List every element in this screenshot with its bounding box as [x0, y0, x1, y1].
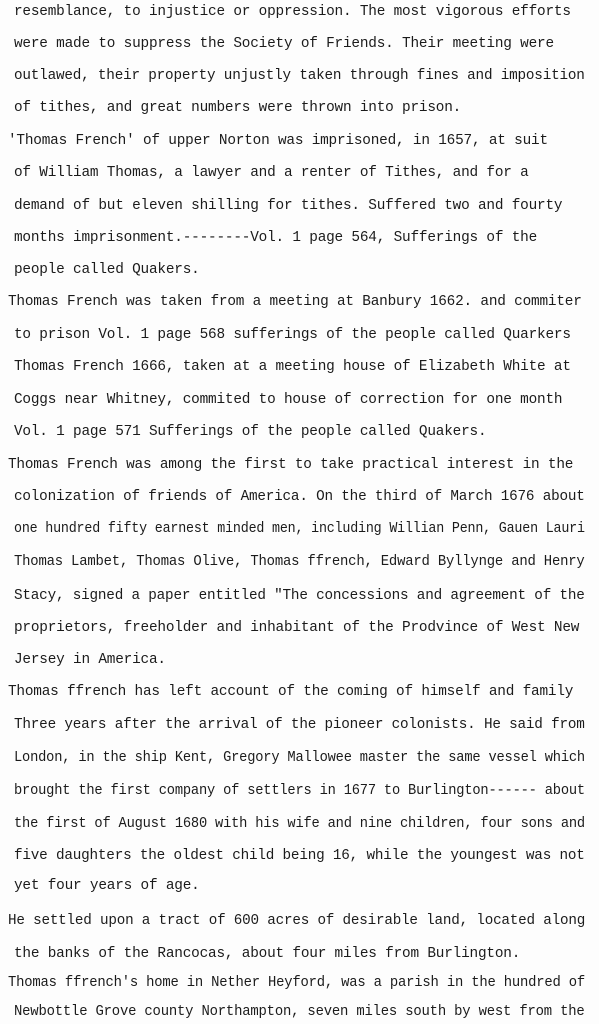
- text-line: resemblance, to injustice or oppression. The most vigorous efforts: [14, 4, 571, 20]
- text-line: of William Thomas, a lawyer and a renter of Tithes, and for a: [14, 165, 529, 181]
- text-line: He settled upon a tract of 600 acres of desirable land, located along: [8, 913, 586, 929]
- text-line: Thomas ffrench has left account of the coming of himself and family: [8, 684, 574, 700]
- text-line: people called Quakers.: [14, 262, 200, 278]
- text-line: 'Thomas French' of upper Norton was imprisoned, in 1657, at suit: [8, 133, 548, 149]
- text-line: the banks of the Rancocas, about four miles from Burlington.: [14, 946, 521, 962]
- text-line: months imprisonment.--------Vol. 1 page 564, Sufferings of the: [14, 230, 538, 246]
- text-line: Thomas French was taken from a meeting at Banbury 1662. and commiter: [8, 294, 582, 310]
- text-line: Three years after the arrival of the pioneer colonists. He said from: [14, 717, 585, 733]
- text-line: colonization of friends of America. On the third of March 1676 about: [14, 489, 585, 505]
- text-line: Coggs near Whitney, commited to house of correction for one month: [14, 392, 563, 408]
- text-line: five daughters the oldest child being 16, while the youngest was not: [14, 848, 585, 864]
- text-line: were made to suppress the Society of Friends. Their meeting were: [14, 36, 554, 52]
- text-line: yet four years of age.: [14, 878, 200, 894]
- text-line: Thomas French 1666, taken at a meeting house of Elizabeth White at: [14, 359, 571, 375]
- text-line: Thomas Lambet, Thomas Olive, Thomas ffrench, Edward Byllynge and Henry: [14, 554, 585, 570]
- text-line: Thomas ffrench's home in Nether Heyford, was a parish in the hundred of: [8, 975, 585, 991]
- text-line: the first of August 1680 with his wife and nine children, four sons and: [14, 816, 585, 832]
- text-line: Stacy, signed a paper entitled "The concessions and agreement of the: [14, 588, 585, 604]
- text-line: proprietors, freeholder and inhabitant of the Prodvince of West New: [14, 620, 580, 636]
- text-line: of tithes, and great numbers were thrown into prison.: [14, 100, 462, 116]
- text-line: one hundred fifty earnest minded men, including Willian Penn, Gauen Lauri: [14, 521, 585, 537]
- text-line: Thomas French was among the first to take practical interest in the: [8, 457, 574, 473]
- text-line: demand of but eleven shilling for tithes. Suffered two and fourty: [14, 198, 563, 214]
- text-line: Jersey in America.: [14, 652, 166, 668]
- text-line: to prison Vol. 1 page 568 sufferings of the people called Quarkers: [14, 327, 571, 343]
- text-line: brought the first company of settlers in 1677 to Burlington------ about: [14, 783, 585, 799]
- text-line: outlawed, their property unjustly taken through fines and imposition: [14, 68, 585, 84]
- text-line: Newbottle Grove county Northampton, seven miles south by west from the: [14, 1004, 585, 1020]
- text-line: Vol. 1 page 571 Sufferings of the people called Quakers.: [14, 424, 487, 440]
- text-line: London, in the ship Kent, Gregory Mallowee master the same vessel which: [14, 750, 585, 766]
